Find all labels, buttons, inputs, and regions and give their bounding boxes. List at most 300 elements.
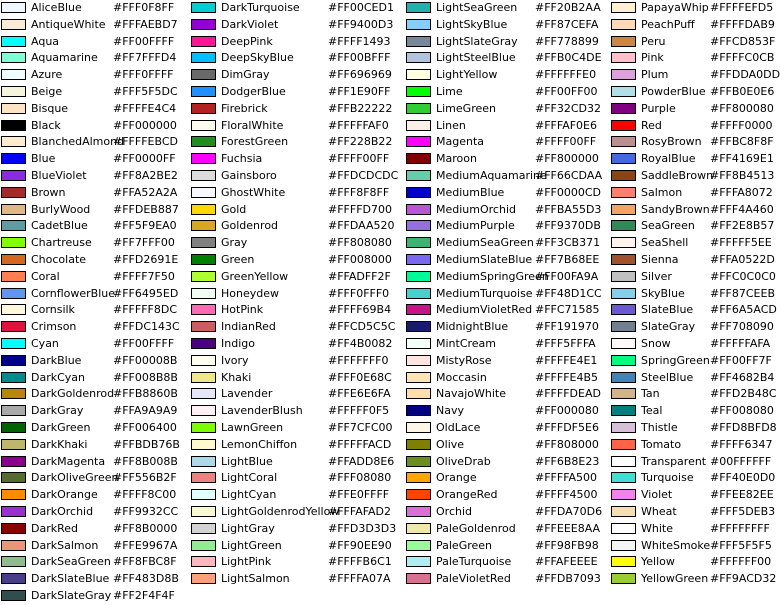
- color-item: [190, 336, 405, 353]
- color-item: [405, 134, 610, 151]
- color-item: [0, 521, 190, 538]
- color-name: LimeGreen: [436, 101, 496, 115]
- color-item: [610, 454, 770, 471]
- color-swatch: [1, 472, 26, 483]
- color-hex: #FFFFB6C1: [328, 555, 392, 569]
- color-item: [190, 218, 405, 235]
- color-hex: #FF2F4F4F: [113, 589, 175, 602]
- color-item: [610, 538, 770, 555]
- color-name: DarkCyan: [31, 370, 86, 384]
- color-name: CadetBlue: [31, 219, 88, 233]
- color-item: [610, 554, 770, 571]
- color-item: [190, 470, 405, 487]
- color-name: DarkGreen: [31, 421, 91, 434]
- color-hex: #FFCD853F: [710, 34, 776, 48]
- color-item: [405, 101, 610, 118]
- color-hex: #FFFFFF00: [710, 555, 772, 569]
- color-hex: #FFE9967A: [113, 538, 178, 552]
- color-swatch: [1, 271, 26, 282]
- color-hex: #FF008080: [710, 404, 774, 418]
- color-name: Gainsboro: [221, 169, 277, 182]
- color-name: PeachPuff: [641, 17, 695, 31]
- color-item: [190, 554, 405, 571]
- color-hex: #FFD2691E: [113, 253, 179, 266]
- color-name: Teal: [641, 404, 663, 418]
- color-swatch: [611, 52, 636, 63]
- color-hex: #FFF5F5DC: [113, 85, 178, 98]
- color-hex: #FFB22222: [328, 101, 393, 115]
- color-swatch: [611, 355, 636, 366]
- color-hex: #FFFAFAD2: [328, 505, 392, 518]
- color-swatch: [406, 170, 431, 181]
- color-hex: #FFFFE4E1: [535, 353, 598, 367]
- color-name: LightYellow: [436, 68, 498, 82]
- color-name: Linen: [436, 118, 466, 132]
- color-name: Pink: [641, 51, 664, 65]
- color-name: DarkGoldenrod: [31, 387, 115, 401]
- color-name: Lavender: [221, 387, 273, 401]
- color-name: Red: [641, 118, 662, 132]
- color-name: SteelBlue: [641, 370, 694, 384]
- color-item: [0, 420, 190, 437]
- color-item: [0, 34, 190, 51]
- color-item: [0, 588, 190, 605]
- color-swatch: [1, 489, 26, 500]
- color-swatch: [611, 556, 636, 567]
- color-item: [405, 386, 610, 403]
- color-hex: #FF00CED1: [328, 1, 394, 14]
- color-swatch: [406, 573, 431, 584]
- color-hex: #FFFF7F50: [113, 269, 175, 283]
- color-item: [405, 202, 610, 219]
- color-name: SaddleBrown: [641, 169, 714, 182]
- color-name: Aqua: [31, 34, 60, 48]
- color-hex: #FF6A5ACD: [710, 303, 777, 317]
- color-item: [0, 50, 190, 67]
- color-item: [405, 218, 610, 235]
- color-name: Bisque: [31, 101, 69, 115]
- color-swatch: [406, 489, 431, 500]
- color-swatch: [1, 2, 26, 13]
- color-swatch: [611, 36, 636, 47]
- color-hex: #FFFFE4C4: [113, 101, 177, 115]
- color-swatch: [611, 187, 636, 198]
- color-hex: #FF7FFF00: [113, 236, 175, 250]
- color-hex: #FF2E8B57: [710, 219, 775, 233]
- color-name: Olive: [436, 437, 465, 451]
- color-swatch: [191, 304, 216, 315]
- color-name: LightBlue: [221, 454, 273, 468]
- color-swatch: [1, 120, 26, 131]
- color-swatch: [191, 220, 216, 231]
- color-hex: #FF800000: [535, 152, 599, 166]
- color-name: RosyBrown: [641, 135, 702, 149]
- color-item: [610, 370, 775, 387]
- color-item: [610, 470, 776, 487]
- color-hex: #FFB8860B: [113, 387, 178, 401]
- color-name: DodgerBlue: [221, 85, 286, 98]
- color-name: DarkSalmon: [31, 538, 99, 552]
- color-name: MidnightBlue: [436, 320, 509, 334]
- color-swatch: [191, 187, 216, 198]
- color-swatch: [1, 422, 26, 433]
- color-hex: #FFF0E68C: [328, 370, 392, 384]
- color-hex: #FF20B2AA: [535, 1, 601, 14]
- color-hex: #FF8A2BE2: [113, 169, 178, 182]
- color-hex: #FF800080: [710, 101, 774, 115]
- color-item: [0, 386, 190, 403]
- color-item: [610, 504, 776, 521]
- color-hex: #FF000000: [113, 118, 177, 132]
- color-item: [405, 84, 610, 101]
- color-name: Cornsilk: [31, 303, 75, 317]
- color-swatch: [611, 321, 636, 332]
- color-hex: #FF00008B: [113, 353, 178, 367]
- color-name: MediumPurple: [436, 219, 515, 233]
- color-hex: #FFDCDCDC: [328, 169, 399, 182]
- color-name: PowderBlue: [641, 85, 706, 98]
- color-name: Indigo: [221, 337, 255, 350]
- color-item: [0, 269, 190, 286]
- color-name: DarkKhaki: [31, 437, 88, 451]
- color-name: Chocolate: [31, 253, 87, 266]
- color-swatch: [611, 170, 636, 181]
- color-item: [0, 218, 190, 235]
- color-item: [405, 521, 610, 538]
- color-name: RoyalBlue: [641, 152, 696, 166]
- color-name: MediumTurquoise: [436, 286, 533, 300]
- color-item: [405, 17, 610, 34]
- color-item: [0, 101, 190, 118]
- color-swatch: [406, 472, 431, 483]
- color-swatch: [406, 136, 431, 147]
- color-hex: #FFFFEBCD: [113, 135, 178, 149]
- color-item: [0, 151, 190, 168]
- color-hex: #FF9ACD32: [710, 572, 777, 586]
- color-hex: #FF008B8B: [113, 370, 178, 384]
- color-hex: #FFA9A9A9: [113, 404, 178, 418]
- color-swatch: [406, 388, 431, 399]
- color-name: LightGoldenrodYellow: [221, 505, 340, 518]
- color-item: [190, 420, 405, 437]
- color-item: [610, 302, 777, 319]
- color-hex: #FFF8F8FF: [328, 185, 390, 199]
- color-swatch: [406, 254, 431, 265]
- color-hex: #FF8B4513: [710, 169, 775, 182]
- color-hex: #FF7FFFD4: [113, 51, 177, 65]
- color-name: Aquamarine: [31, 51, 98, 65]
- color-name: Gold: [221, 202, 247, 216]
- color-name: Green: [221, 253, 255, 266]
- color-swatch: [191, 472, 216, 483]
- color-hex: #FF4B0082: [328, 337, 393, 350]
- color-swatch: [406, 506, 431, 517]
- color-swatch: [191, 120, 216, 131]
- color-swatch: [611, 136, 636, 147]
- color-hex: #FFFFFAF0: [328, 118, 389, 132]
- color-name: CornflowerBlue: [31, 286, 115, 300]
- color-hex: #FF8B0000: [113, 521, 178, 535]
- color-hex: #FF1E90FF: [328, 85, 391, 98]
- color-item: [405, 437, 610, 454]
- color-name: LightSalmon: [221, 572, 290, 586]
- color-item: [190, 252, 405, 269]
- color-swatch: [191, 103, 216, 114]
- color-item: [190, 168, 405, 185]
- color-swatch: [191, 86, 216, 97]
- color-item: [0, 336, 190, 353]
- color-item: [0, 0, 190, 17]
- color-swatch: [406, 52, 431, 63]
- color-swatch: [1, 556, 26, 567]
- color-swatch: [406, 220, 431, 231]
- color-hex: #FF5F9EA0: [113, 219, 177, 233]
- color-swatch: [611, 288, 636, 299]
- color-hex: #FF87CEEB: [710, 286, 775, 300]
- color-item: [610, 168, 775, 185]
- color-swatch: [611, 103, 636, 114]
- color-hex: #FFD3D3D3: [328, 521, 397, 535]
- color-hex: #FFAFEEEE: [535, 555, 598, 569]
- color-item: [190, 202, 405, 219]
- color-hex: #FFFAEBD7: [113, 17, 178, 31]
- color-item: [0, 319, 190, 336]
- color-name: Thistle: [641, 421, 678, 434]
- color-item: [0, 202, 190, 219]
- color-hex: #FF90EE90: [328, 538, 392, 552]
- color-hex: #FFDB7093: [535, 572, 601, 586]
- color-swatch: [406, 237, 431, 248]
- color-item: [405, 0, 610, 17]
- color-swatch: [191, 204, 216, 215]
- color-hex: #FFEE82EE: [710, 488, 774, 502]
- color-item: [0, 370, 190, 387]
- color-swatch: [1, 86, 26, 97]
- color-swatch: [611, 153, 636, 164]
- color-hex: #FF98FB98: [535, 538, 599, 552]
- color-swatch: [191, 271, 216, 282]
- color-name: PapayaWhip: [641, 1, 709, 14]
- color-hex: #FFFF6347: [710, 437, 773, 451]
- color-name: DarkViolet: [221, 17, 279, 31]
- color-hex: #FF7CFC00: [328, 421, 393, 434]
- color-name: Peru: [641, 34, 666, 48]
- color-name: DarkMagenta: [31, 454, 106, 468]
- color-swatch: [406, 86, 431, 97]
- color-item: [610, 84, 775, 101]
- color-item: [405, 50, 610, 67]
- color-item: [190, 403, 405, 420]
- color-name: MediumBlue: [436, 185, 505, 199]
- color-name: Silver: [641, 269, 672, 283]
- color-name: PaleGoldenrod: [436, 521, 516, 535]
- color-swatch: [611, 2, 636, 13]
- color-swatch: [1, 153, 26, 164]
- color-name: Magenta: [436, 135, 485, 149]
- color-name: Chartreuse: [31, 236, 92, 250]
- color-hex: #FFFF1493: [328, 34, 391, 48]
- color-swatch: [1, 456, 26, 467]
- color-swatch: [191, 439, 216, 450]
- color-name: Sienna: [641, 253, 679, 266]
- color-swatch: [1, 136, 26, 147]
- color-swatch: [191, 237, 216, 248]
- color-hex: #FFE6E6FA: [328, 387, 391, 401]
- color-hex: #FF4169E1: [710, 152, 774, 166]
- color-hex: #FF0000FF: [113, 152, 176, 166]
- color-item: [0, 302, 190, 319]
- color-swatch: [1, 506, 26, 517]
- color-hex: #FFD8BFD8: [710, 421, 777, 434]
- color-swatch: [1, 52, 26, 63]
- color-name: MediumAquamarine: [436, 169, 547, 182]
- color-hex: #FF000080: [535, 404, 599, 418]
- color-swatch: [1, 69, 26, 80]
- color-item: [405, 168, 610, 185]
- color-name: MediumSeaGreen: [436, 236, 534, 250]
- color-hex: #FFFFF0F5: [328, 404, 390, 418]
- color-swatch: [1, 220, 26, 231]
- color-swatch: [611, 405, 636, 416]
- color-hex: #FFDDA0DD: [710, 68, 780, 82]
- color-item: [190, 17, 405, 34]
- color-swatch: [406, 456, 431, 467]
- color-name: SlateGray: [641, 320, 696, 334]
- color-hex: #FF00FFFF: [113, 337, 175, 350]
- color-item: [190, 538, 405, 555]
- color-item: [610, 403, 774, 420]
- color-hex: #FF9932CC: [113, 505, 179, 518]
- color-item: [190, 101, 405, 118]
- color-name: LightCoral: [221, 471, 278, 485]
- color-hex: #FFC0C0C0: [710, 269, 776, 283]
- color-item: [610, 17, 775, 34]
- color-item: [0, 437, 190, 454]
- color-item: [0, 118, 190, 135]
- color-item: [190, 487, 405, 504]
- color-swatch: [1, 19, 26, 30]
- color-name: Orange: [436, 471, 477, 485]
- color-swatch: [1, 170, 26, 181]
- color-item: [190, 235, 405, 252]
- color-swatch: [406, 523, 431, 534]
- color-hex: #FFFFA07A: [328, 572, 391, 586]
- color-item: [0, 84, 190, 101]
- color-name: Maroon: [436, 152, 477, 166]
- color-name: SpringGreen: [641, 353, 710, 367]
- color-item: [610, 134, 774, 151]
- color-name: DarkOrange: [31, 488, 98, 502]
- color-name: MintCream: [436, 337, 497, 350]
- color-swatch: [1, 338, 26, 349]
- color-hex: #FFF0F8FF: [113, 1, 175, 14]
- color-item: [405, 487, 610, 504]
- color-hex: #FFDAA520: [328, 219, 395, 233]
- color-item: [405, 319, 610, 336]
- color-hex: #FF00FA9A: [535, 269, 599, 283]
- color-hex: #FFFFDEAD: [535, 387, 601, 401]
- color-swatch: [191, 2, 216, 13]
- color-swatch: [406, 439, 431, 450]
- color-swatch: [406, 338, 431, 349]
- color-name: YellowGreen: [641, 572, 709, 586]
- color-hex: #FFB0C4DE: [535, 51, 602, 65]
- color-hex: #FFDC143C: [113, 320, 180, 334]
- color-swatch: [1, 573, 26, 584]
- color-item: [0, 185, 190, 202]
- color-item: [610, 34, 776, 51]
- color-name: Transparent: [641, 454, 707, 468]
- color-item: [190, 504, 405, 521]
- color-item: [190, 571, 405, 588]
- color-hex: #FF696969: [328, 68, 392, 82]
- color-swatch: [611, 19, 636, 30]
- color-hex: #FFF5FFFA: [535, 337, 596, 350]
- color-name: SandyBrown: [641, 202, 710, 216]
- color-name: OrangeRed: [436, 488, 498, 502]
- color-hex: #FF4682B4: [710, 370, 775, 384]
- color-hex: #FFFF0000: [710, 118, 773, 132]
- color-name: Salmon: [641, 185, 683, 199]
- color-name: DarkGray: [31, 404, 84, 418]
- color-item: [610, 235, 770, 252]
- color-swatch: [406, 103, 431, 114]
- color-swatch: [611, 254, 636, 265]
- color-name: WhiteSmoke: [641, 538, 711, 552]
- color-hex: #FFFFE4B5: [535, 370, 599, 384]
- color-name: MediumSlateBlue: [436, 253, 533, 266]
- color-name: GhostWhite: [221, 185, 286, 199]
- color-name: ForestGreen: [221, 135, 289, 149]
- color-swatch: [191, 355, 216, 366]
- color-hex: #FF0000CD: [535, 185, 602, 199]
- color-swatch: [1, 355, 26, 366]
- color-name: DarkSeaGreen: [31, 555, 111, 569]
- color-hex: #FFBA55D3: [535, 202, 602, 216]
- color-swatch: [1, 321, 26, 332]
- color-hex: #FFA52A2A: [113, 185, 178, 199]
- color-hex: #FFFF00FF: [328, 152, 390, 166]
- color-item: [610, 185, 773, 202]
- color-swatch: [191, 254, 216, 265]
- color-item: [405, 286, 610, 303]
- color-item: [0, 571, 190, 588]
- color-swatch: [191, 489, 216, 500]
- color-item: [405, 269, 610, 286]
- color-swatch: [611, 472, 636, 483]
- color-swatch: [611, 69, 636, 80]
- color-item: [405, 370, 610, 387]
- color-hex: #FFB0E0E6: [710, 85, 775, 98]
- color-item: [190, 386, 405, 403]
- color-name: Crimson: [31, 320, 77, 334]
- color-item: [190, 185, 405, 202]
- color-name: PaleTurquoise: [436, 555, 512, 569]
- color-name: LightSeaGreen: [436, 1, 518, 14]
- color-swatch: [611, 304, 636, 315]
- color-swatch: [406, 2, 431, 13]
- color-hex: #FF6B8E23: [535, 454, 600, 468]
- color-swatch: [611, 86, 636, 97]
- color-name: Purple: [641, 101, 676, 115]
- color-item: [405, 454, 610, 471]
- color-name: SlateBlue: [641, 303, 694, 317]
- color-swatch: [191, 153, 216, 164]
- color-swatch: [191, 36, 216, 47]
- color-swatch: [406, 355, 431, 366]
- color-item: [0, 286, 190, 303]
- color-name: DeepSkyBlue: [221, 51, 294, 65]
